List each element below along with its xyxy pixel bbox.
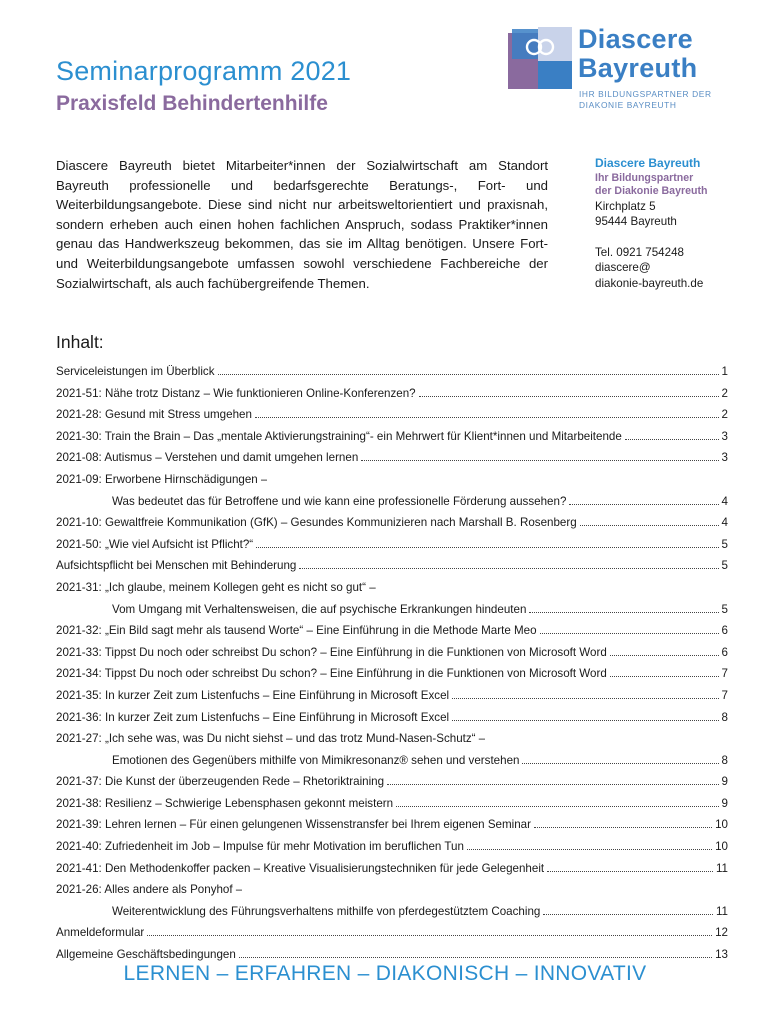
- footer-slogan: LERNEN – ERFAHREN – DIAKONISCH – INNOVATIV: [123, 962, 647, 985]
- toc-page-number: 9: [721, 775, 728, 789]
- contact-phone: Tel. 0921 754248: [595, 245, 684, 259]
- toc-entry[interactable]: Serviceleistungen im Überblick 1: [56, 365, 728, 378]
- logo-tagline-line1: IHR BILDUNGSPARTNER DER: [579, 89, 712, 99]
- toc-entry[interactable]: 2021-33: Tippst Du noch oder schreibst Du schon? – Eine Einführung in die Funktionen von Microsoft Word 6: [56, 645, 728, 659]
- contact-email-line1: diascere@: [595, 261, 651, 274]
- toc-page-number: 12: [715, 926, 728, 940]
- logo-tagline: [579, 89, 712, 111]
- toc-entry-heading[interactable]: 2021-09: Erworbene Hirnschädigungen –: [56, 472, 268, 486]
- toc-page-number: 8: [721, 753, 728, 767]
- logo-tagline-line2: DIAKONIE BAYREUTH: [579, 100, 677, 110]
- toc-page-number: 11: [715, 861, 728, 875]
- toc-page-number: 4: [721, 516, 728, 530]
- toc-entry[interactable]: 2021-39: Lehren lernen – Für einen gelungenen Wissenstransfer bei Ihrem eigenen Seminar 10: [56, 818, 728, 832]
- toc-page-number: 3: [721, 451, 728, 465]
- toc-entry[interactable]: 2021-41: Den Methodenkoffer packen – Kreative Visualisierungstechniken für jede Gelegenheit 11: [56, 861, 728, 875]
- toc-entry[interactable]: 2021-38: Resilienz – Schwierige Lebensphasen gekonnt meistern 9: [56, 796, 728, 810]
- toc-page-number: 11: [715, 904, 728, 918]
- toc-entry[interactable]: 2021-36: In kurzer Zeit zum Listenfuchs – Eine Einführung in Microsoft Excel 8: [56, 710, 728, 724]
- page-title: Seminarprogramm 2021: [56, 56, 352, 86]
- toc-entry[interactable]: 2021-28: Gesund mit Stress umgehen 2: [56, 408, 728, 422]
- contact-tagline-line2: der Diakonie Bayreuth: [595, 185, 708, 197]
- logo-name-line1: Diascere: [578, 24, 693, 54]
- contact-block: [595, 156, 745, 291]
- contact-city: 95444 Bayreuth: [595, 215, 677, 228]
- contact-email-line2: diakonie-bayreuth.de: [595, 276, 704, 290]
- logo-wordmark: [578, 25, 697, 83]
- toc-entry[interactable]: 2021-37: Die Kunst der überzeugenden Rede – Rhetoriktraining 9: [56, 775, 728, 789]
- toc-page-number: 1: [721, 365, 728, 378]
- toc-entry[interactable]: Weiterentwicklung des Führungsverhaltens mithilfe von pferdegestütztem Coaching 11: [112, 904, 728, 918]
- toc-page-number: 10: [715, 840, 728, 854]
- toc-entry[interactable]: 2021-08: Autismus – Verstehen und damit umgehen lernen 3: [56, 451, 728, 465]
- toc-entry[interactable]: 2021-35: In kurzer Zeit zum Listenfuchs – Eine Einführung in Microsoft Excel 7: [56, 688, 728, 702]
- toc-page-number: 2: [721, 386, 728, 400]
- toc-heading: Inhalt:: [56, 332, 104, 352]
- toc-page-number: 7: [721, 667, 728, 681]
- toc-entry[interactable]: Emotionen des Gegenübers mithilfe von Mimikresonanz® sehen und verstehen 8: [112, 753, 728, 767]
- toc-entry[interactable]: Allgemeine Geschäftsbedingungen 13: [56, 948, 728, 962]
- diascere-logo: [508, 24, 733, 117]
- toc-page-number: 5: [721, 602, 728, 616]
- toc-entry-heading[interactable]: 2021-31: „Ich glaube, meinem Kollegen geht es nicht so gut“ –: [56, 580, 376, 594]
- contact-tagline-line1: Ihr Bildungspartner: [595, 171, 694, 184]
- toc-page-number: 5: [721, 537, 728, 551]
- intro-paragraph: Diascere Bayreuth bietet Mitarbeiter*innen der Sozialwirtschaft am Standort Bayreuth professionelle und bedarfsgerechte Beratungs-, Fort- und Weiterbildungsangebote. Diese sind nicht nur arbeitsweltorientiert und praxisnah, sondern erheben auch einen hohen fachlichen Anspruch, sodass Praktiker*innen genau das Handwerkszeug bekommen, das sie im Alltag benötigen. Unsere Fort- und Weiterbildungsangebote umfassen sowohl verschiedene Fachbereiche der Sozialwirtschaft, als auch fachübergreifende Themen.: [56, 158, 548, 291]
- page-subtitle: Praxisfeld Behindertenhilfe: [56, 92, 328, 115]
- toc-entry[interactable]: Aufsichtspflicht bei Menschen mit Behinderung 5: [56, 559, 728, 573]
- toc-entry[interactable]: Anmeldeformular 12: [56, 926, 728, 940]
- toc-page-number: 8: [721, 710, 728, 724]
- toc-page-number: 3: [721, 429, 728, 443]
- toc-entry[interactable]: Was bedeutet das für Betroffene und wie kann eine professionelle Förderung aussehen? 4: [112, 494, 728, 508]
- contact-org: Diascere Bayreuth: [595, 156, 701, 170]
- logo-name-line2: Bayreuth: [578, 53, 698, 83]
- toc-entry[interactable]: 2021-50: „Wie viel Aufsicht ist Pflicht?“ 5: [56, 537, 728, 551]
- toc-entry-heading[interactable]: 2021-26: Alles andere als Ponyhof –: [56, 883, 243, 897]
- toc-entry-heading[interactable]: 2021-27: „Ich sehe was, was Du nicht siehst – und das trotz Mund-Nasen-Schutz“ –: [56, 732, 486, 746]
- toc-page-number: 4: [721, 494, 728, 508]
- table-of-contents: [56, 365, 728, 970]
- toc-entry[interactable]: 2021-34: Tippst Du noch oder schreibst Du schon? – Eine Einführung in die Funktionen von Microsoft Word 7: [56, 667, 728, 681]
- toc-page-number: 5: [721, 559, 728, 573]
- toc-page-number: 10: [715, 818, 728, 832]
- toc-entry[interactable]: 2021-30: Train the Brain – Das „mentale Aktivierungstraining“- ein Mehrwert für Klient*innen und Mitarbeitende 3: [56, 429, 728, 443]
- toc-entry[interactable]: 2021-51: Nähe trotz Distanz – Wie funktionieren Online-Konferenzen? 2: [56, 386, 728, 400]
- diascere-logo-mark-icon: [508, 27, 572, 91]
- toc-page-number: 13: [715, 948, 728, 962]
- toc-entry[interactable]: 2021-10: Gewaltfreie Kommunikation (GfK) – Gesundes Kommunizieren nach Marshall B. Rosenberg 4: [56, 516, 728, 530]
- toc-page-number: 2: [721, 408, 728, 422]
- contact-street: Kirchplatz 5: [595, 199, 656, 213]
- toc-page-number: 6: [721, 624, 728, 638]
- toc-entry[interactable]: 2021-40: Zufriedenheit im Job – Impulse für mehr Motivation im beruflichen Tun 10: [56, 840, 728, 854]
- toc-page-number: 9: [721, 796, 728, 810]
- toc-page-number: 7: [721, 688, 728, 702]
- toc-entry[interactable]: Vom Umgang mit Verhaltensweisen, die auf psychische Erkrankungen hindeuten 5: [112, 602, 728, 616]
- toc-page-number: 6: [721, 645, 728, 659]
- toc-entry[interactable]: 2021-32: „Ein Bild sagt mehr als tausend Worte“ – Eine Einführung in die Methode Marte Meo 6: [56, 624, 728, 638]
